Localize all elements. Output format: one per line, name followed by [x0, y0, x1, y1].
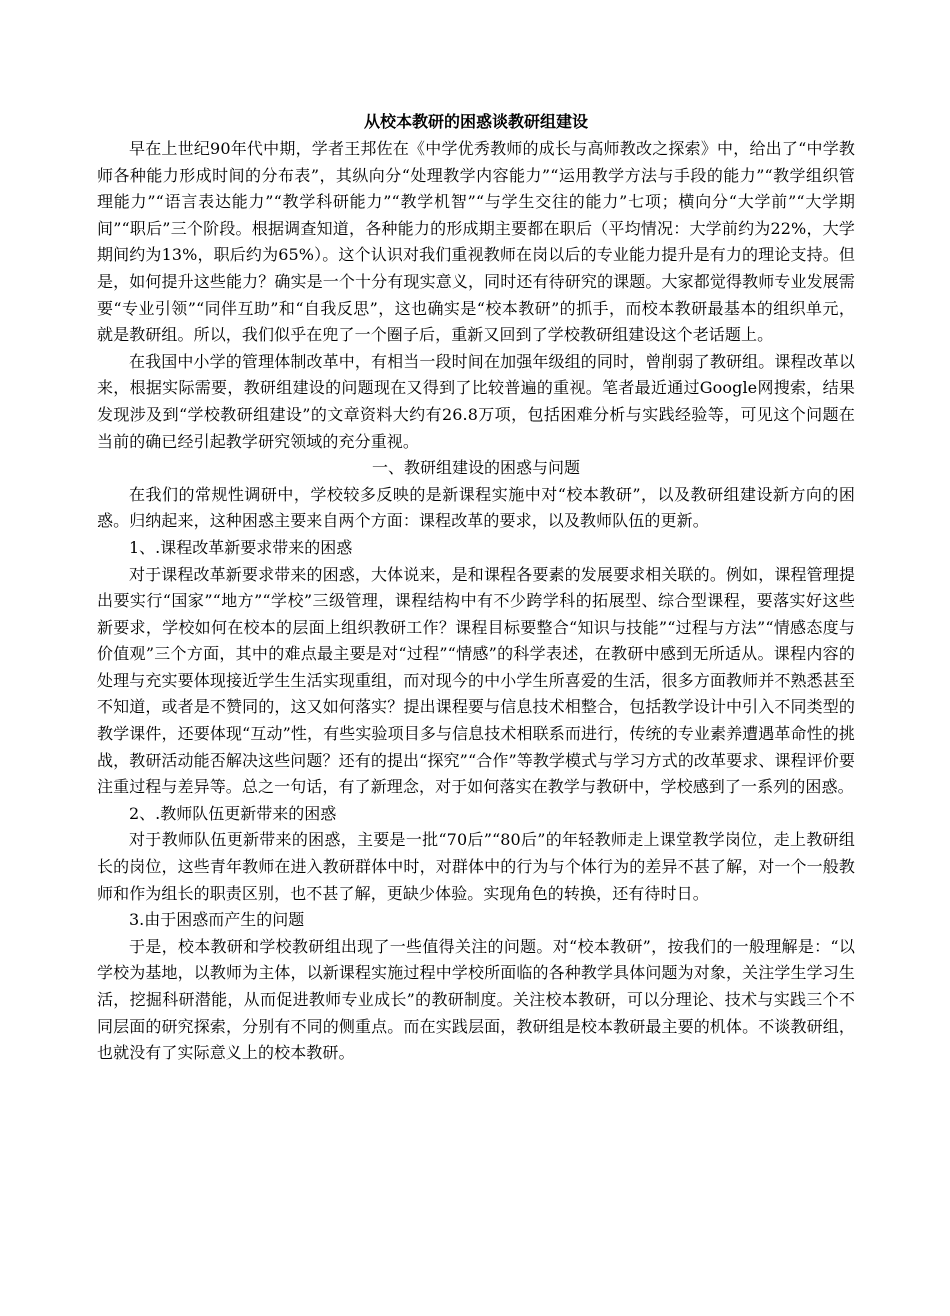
section-heading: 一、教研组建设的困惑与问题 [371, 458, 580, 478]
document-title: 从校本教研的困惑谈教研组建设 [363, 112, 588, 131]
subheading-2: 2、.教师队伍更新带来的困惑 [129, 803, 337, 823]
sub3-paragraph: 于是，校本教研和学校教研组出现了一些值得关注的问题。对“校本教研”，按我们的一般理解是：“以学校为基地，以教师为主体，以新课程实施过程中学校所面临的各种教学具体问题为对象，关注学生学习生活，挖掘科研潜能，从而促进教师专业成长”的教研制度。关注校本教研，可以分理论、技术与实践三个不同层面的研究探索，分别有不同的侧重点。而在实践层面，教研组是校本教研最主要的机体。不谈教研组，也就没有了实际意义上的校本教研。 [97, 936, 855, 1063]
sub2-paragraph: 对于教师队伍更新带来的困惑，主要是一批“70后”“80后”的年轻教师走上课堂教学岗位，走上教研组长的岗位，这些青年教师在进入教研群体中时，对群体中的行为与个体行为的差异不甚了解，对一个一般教师和作为组长的职责区别，也不甚了解，更缺少体验。实现角色的转换，还有待时日。 [97, 830, 855, 903]
intro-paragraph-2: 在我国中小学的管理体制改革中，有相当一段时间在加强年级组的同时，曾削弱了教研组。课程改革以来，根据实际需要，教研组建设的问题现在又得到了比较普遍的重视。笔者最近通过Google网搜索，结果发现涉及到“学校教研组建设”的文章资料大约有26.8万项，包括困难分析与实践经验等，可见这个问题在当前的确已经引起教学研究领域的充分重视。 [97, 351, 855, 451]
subheading-3: 3.由于困惑而产生的问题 [129, 910, 305, 930]
sub1-paragraph: 对于课程改革新要求带来的困惑，大体说来，是和课程各要素的发展要求相关联的。例如，课程管理提出要实行“国家”“地方”“学校”三级管理，课程结构中有不少跨学科的拓展型、综合型课程，要落实好这些新要求，学校如何在校本的层面上组织教研工作？课程目标要整合“知识与技能”“过程与方法”“情感态度与价值观”三个方面，其中的难点最主要是对“过程”“情感”的科学表述，在教研中感到无所适从。课程内容的处理与充实要体现接近学生生活实现重组，而对现今的中小学生所喜爱的生活，很多方面教师并不熟悉甚至不知道，或者是不赞同的，这又如何落实？提出课程要与信息技术相整合，包括教学设计中引入不同类型的教学课件，还要体现“互动”性，有些实验项目多与信息技术相联系而进行，传统的专业素养遭遇革命性的挑战，教研活动能否解决这些问题？还有的提出“探究”“合作”等教学模式与学习方式的改革要求、课程评价要注重过程与差异等。总之一句话，有了新理念，对于如何落实在教学与教研中，学校感到了一系列的困惑。 [97, 564, 855, 797]
document-page [97, 108, 855, 1067]
section-intro-paragraph: 在我们的常规性调研中，学校较多反映的是新课程实施中对“校本教研”，以及教研组建设新方向的困惑。归纳起来，这种困惑主要来自两个方面：课程改革的要求，以及教师队伍的更新。 [97, 484, 855, 531]
subheading-1: 1、.课程改革新要求带来的困惑 [129, 537, 353, 557]
intro-paragraph-1: 早在上世纪90年代中期，学者王邦佐在《中学优秀教师的成长与高师教改之探索》中，给出了“中学教师各种能力形成时间的分布表”，其纵向分“处理教学内容能力”“运用教学方法与手段的能力”“教学组织管理能力”“语言表达能力”“教学科研能力”“教学机智”“与学生交往的能力”七项；横向分“大学前”“大学期间”“职后”三个阶段。根据调查知道，各种能力的形成期主要都在职后（平均情况：大学前约为22%，大学期间约为13%，职后约为65%）。这个认识对我们重视教师在岗以后的专业能力提升是有力的理论支持。但是，如何提升这些能力？确实是一个十分有现实意义，同时还有待研究的课题。大家都觉得教师专业发展需要“专业引领”“同伴互助”和“自我反思”，这也确实是“校本教研”的抓手，而校本教研最基本的组织单元，就是教研组。所以，我们似乎在兜了一个圈子后，重新又回到了学校教研组建设这个老话题上。 [97, 139, 855, 345]
